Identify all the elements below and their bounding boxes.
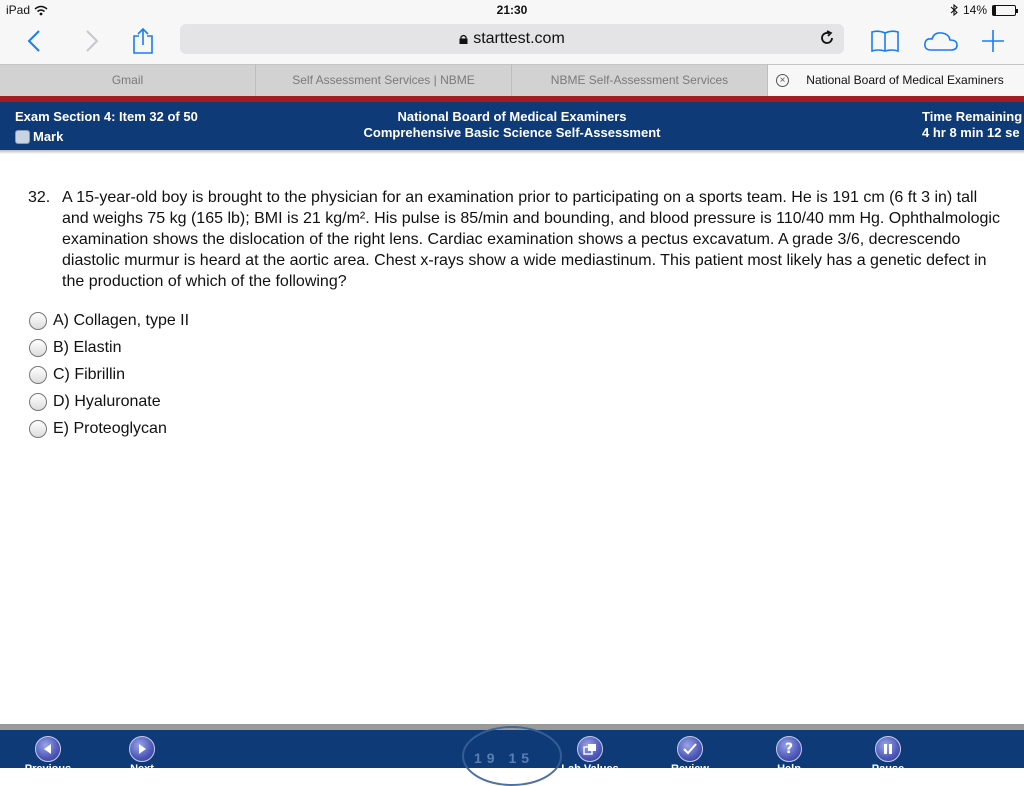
answer-option-e[interactable] bbox=[29, 415, 189, 442]
address-bar[interactable] bbox=[180, 24, 844, 54]
bluetooth-icon bbox=[950, 4, 958, 16]
new-tab-button[interactable] bbox=[980, 26, 1006, 56]
header-title bbox=[0, 109, 1024, 141]
exam-header bbox=[0, 102, 1024, 150]
answer-label: A) Collagen, type II bbox=[53, 311, 190, 329]
battery-icon bbox=[992, 5, 1016, 16]
back-button[interactable] bbox=[22, 26, 46, 56]
pause-button[interactable] bbox=[875, 736, 901, 762]
icloud-tabs-button[interactable] bbox=[922, 26, 960, 56]
mark-label: Mark bbox=[33, 129, 64, 144]
cloud-icon bbox=[923, 30, 959, 52]
previous-label: Previous bbox=[24, 763, 72, 775]
header-shadow bbox=[0, 150, 1024, 154]
previous-button[interactable] bbox=[35, 736, 61, 762]
lab-values-icon bbox=[583, 743, 597, 755]
status-right bbox=[950, 3, 1016, 17]
answer-label: D) Hyaluronate bbox=[53, 392, 161, 410]
share-icon bbox=[132, 27, 154, 55]
radio-button[interactable] bbox=[29, 393, 47, 411]
url-text: starttest.com bbox=[473, 30, 565, 47]
question-number: 32. bbox=[28, 189, 51, 206]
chevron-right-icon bbox=[85, 30, 99, 52]
tab-nbme-self-assessment[interactable] bbox=[512, 65, 768, 97]
tab-label: Self Assessment Services | NBME bbox=[292, 73, 475, 87]
question-text: A 15-year-old boy is brought to the physician for an examination prior to participating on a sports team. He is 191 cm (6 ft 3 in) tall and weighs 75 kg (165 lb); BMI is 21 kg/m². His pulse is 85/min and bounding, and blood pressure is 110/40 mm Hg. Ophthalmologic examination shows the dislocation of the right lens. Cardiac examination shows a pectus excavatum. A grade 3/6, decrescendo diastolic murmur is heard at the aortic area. Chest x-rays show a wide mediastinum. This patient most likely has a genetic defect in the production of which of the following? bbox=[62, 189, 1000, 290]
answer-option-b[interactable] bbox=[29, 334, 189, 361]
right-arrow-icon bbox=[136, 743, 148, 755]
battery-percent: 14% bbox=[962, 3, 987, 17]
status-bar bbox=[0, 0, 1024, 20]
radio-button[interactable] bbox=[29, 312, 47, 330]
tab-label: NBME Self-Assessment Services bbox=[550, 73, 729, 87]
lab-values-label: Lab Values bbox=[561, 763, 619, 775]
answer-label: C) Fibrillin bbox=[53, 365, 125, 383]
lock-icon bbox=[459, 34, 468, 44]
timer-value: 4 hr 8 min 12 se bbox=[922, 125, 1020, 140]
answer-option-d[interactable] bbox=[29, 388, 189, 415]
bookmarks-button[interactable] bbox=[869, 26, 901, 56]
radio-button[interactable] bbox=[29, 366, 47, 384]
share-button[interactable] bbox=[130, 26, 156, 56]
answer-label: B) Elastin bbox=[53, 338, 122, 356]
left-arrow-icon bbox=[42, 743, 54, 755]
radio-button[interactable] bbox=[29, 420, 47, 438]
reload-icon[interactable] bbox=[818, 29, 836, 47]
book-icon bbox=[870, 29, 900, 53]
checkmark-icon bbox=[683, 743, 697, 755]
lab-values-button[interactable] bbox=[577, 736, 603, 762]
seal-year: 19 15 bbox=[474, 750, 535, 766]
review-button[interactable] bbox=[677, 736, 703, 762]
next-label: Next bbox=[130, 763, 154, 775]
chevron-left-icon bbox=[27, 30, 41, 52]
tab-label: National Board of Medical Examiners bbox=[806, 73, 1004, 87]
answer-label: E) Proteoglycan bbox=[53, 419, 167, 437]
radio-button[interactable] bbox=[29, 339, 47, 357]
pause-icon bbox=[883, 743, 893, 755]
next-button[interactable] bbox=[129, 736, 155, 762]
device-name: iPad bbox=[6, 3, 31, 17]
item-counter: Exam Section 4: Item 32 of 50 bbox=[15, 109, 198, 124]
plus-icon bbox=[981, 29, 1005, 53]
tab-label: Gmail bbox=[111, 73, 144, 87]
timer bbox=[922, 109, 1022, 141]
tab-bar bbox=[0, 64, 1024, 96]
browser-toolbar bbox=[0, 20, 1024, 64]
answer-options bbox=[29, 307, 189, 442]
battery-level bbox=[993, 6, 996, 15]
question-icon: ? bbox=[784, 741, 794, 757]
address-text bbox=[180, 30, 844, 48]
forward-button[interactable] bbox=[80, 26, 104, 56]
close-tab-icon[interactable]: × bbox=[776, 74, 789, 87]
review-label: Review bbox=[671, 763, 709, 775]
question-stem bbox=[28, 187, 1003, 292]
pause-label: Pause bbox=[871, 763, 905, 775]
org-name: National Board of Medical Examiners bbox=[397, 109, 627, 124]
help-label: Help bbox=[777, 763, 801, 775]
help-button[interactable] bbox=[776, 736, 802, 762]
clock: 21:30 bbox=[496, 3, 528, 17]
exam-footer bbox=[0, 730, 1024, 775]
tab-gmail[interactable] bbox=[0, 65, 256, 97]
exam-name: Comprehensive Basic Science Self-Assessment bbox=[363, 125, 661, 140]
answer-option-a[interactable] bbox=[29, 307, 189, 334]
tab-self-assessment-nbme[interactable] bbox=[256, 65, 512, 97]
timer-label: Time Remaining bbox=[922, 109, 1023, 124]
tab-nbme-active[interactable] bbox=[768, 65, 1024, 97]
answer-option-c[interactable] bbox=[29, 361, 189, 388]
